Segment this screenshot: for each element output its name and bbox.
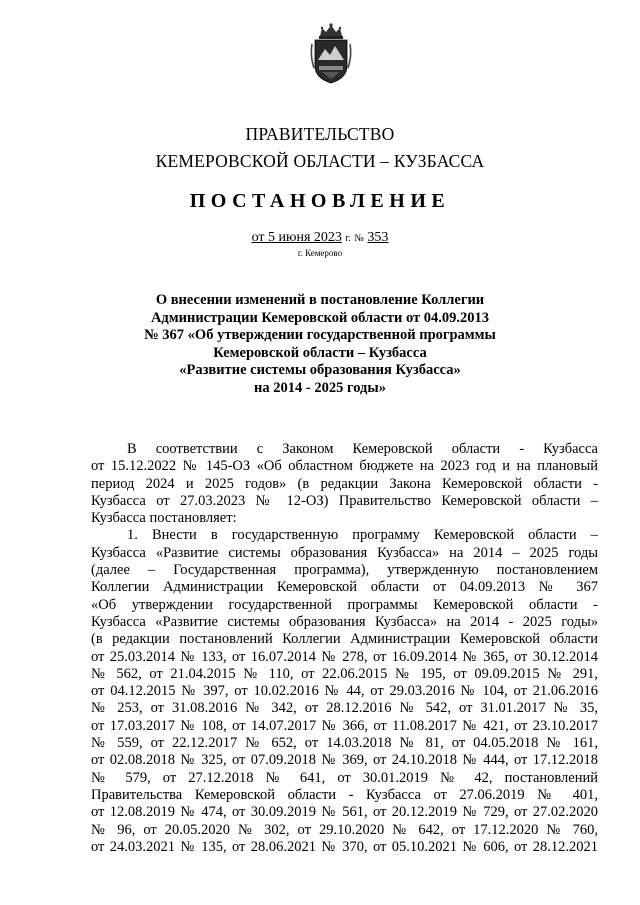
body-line: от 24.03.2021 № 135, от 28.06.2021 № 370, от 05.10.2021 № 606, от 28.12.2021 <box>91 838 598 855</box>
document-type-heading: ПОСТАНОВЛЕНИЕ <box>189 190 451 212</box>
title-line: № 367 «Об утверждении государственной программы <box>144 327 496 343</box>
body-line: от 02.08.2018 № 325, от 07.09.2018 № 369, от 24.10.2018 № 444, от 17.12.2018 <box>91 752 598 769</box>
body-line: № 253, от 31.08.2016 № 342, от 28.12.2016 № 542, от 31.01.2017 № 35, <box>91 700 598 717</box>
title-line: Администрации Кемеровской области от 04.09.2013 <box>150 309 490 326</box>
body-line: № 96, от 20.05.2020 № 302, от 29.10.2020 № 642, от 17.12.2020 № 760, <box>91 821 598 838</box>
decree-body <box>91 441 598 856</box>
decree-date <box>252 230 342 245</box>
body-line: (далее – Государственная программа), утвержденную постановлением <box>91 562 598 579</box>
date-number-line <box>0 230 640 246</box>
body-line: № 559, от 22.12.2017 № 652, от 14.03.2018 № 81, от 04.05.2018 № 161, <box>91 735 598 752</box>
government-name-line-1: ПРАВИТЕЛЬСТВО <box>245 124 395 144</box>
city-name: г. Кемерово <box>297 248 343 258</box>
body-line: от 12.08.2019 № 474, от 30.09.2019 № 561, от 20.12.2019 № 729, от 27.02.2020 <box>91 804 598 821</box>
title-line: «Развитие системы образования Кузбасса» <box>179 362 461 378</box>
body-line: Правительства Кемеровской области - Кузбасса от 27.06.2019 № 401, <box>91 786 598 803</box>
title-line: на 2014 - 2025 годы» <box>254 379 386 396</box>
body-line: от 17.03.2017 № 108, от 14.07.2017 № 366, от 11.08.2017 № 421, от 23.10.2017 <box>91 717 598 734</box>
body-line: Кузбасса от 27.03.2023 № 12-ОЗ) Правительство Кемеровской области – <box>91 492 598 509</box>
body-line: Коллегии Администрации Кемеровской области от 04.09.2013 № 367 <box>91 579 598 596</box>
body-line: Кузбасса «Развитие системы образования Кузбасса» на 2014 - 2025 годы» <box>91 613 598 630</box>
coat-of-arms-emblem <box>310 22 352 84</box>
body-line: № 562, от 21.04.2015 № 110, от 22.06.2015 № 195, от 09.09.2015 № 291, <box>91 665 598 682</box>
date-year-suffix: г. <box>345 233 351 244</box>
body-line: от 04.12.2015 № 397, от 10.02.2016 № 44, от 29.03.2016 № 104, от 21.06.2016 <box>91 683 598 700</box>
decree-title <box>120 292 520 397</box>
body-line: Кузбасса постановляет: <box>91 510 237 527</box>
body-line: «Об утверждении государственной программы Кемеровской области - <box>91 596 598 613</box>
body-line: Кузбасса «Развитие системы образования Кузбасса» на 2014 – 2025 годы <box>91 544 598 561</box>
body-line: от 25.03.2014 № 133, от 16.07.2014 № 278, от 16.09.2014 № 365, от 30.12.2014 <box>91 648 598 665</box>
date-value: 5 июня 2023 <box>268 230 342 245</box>
body-line: период 2024 и 2025 годов» (в редакции Закона Кемеровской области - <box>91 475 598 492</box>
title-line: О внесении изменений в постановление Коллегии <box>155 292 485 308</box>
body-line: от 15.12.2022 № 145-ОЗ «Об областном бюджете на 2023 год и на плановый <box>91 458 598 475</box>
body-line: № 579, от 27.12.2018 № 641, от 30.01.2019 № 42, постановлений <box>91 769 598 786</box>
body-line: (в редакции постановлений Коллегии Администрации Кемеровской области <box>91 631 598 648</box>
body-line: В соответствии с Законом Кемеровской области - Кузбасса <box>127 441 598 457</box>
number-sign: № <box>354 233 364 244</box>
decree-number: 353 <box>367 230 389 245</box>
date-prefix: от <box>251 230 265 245</box>
body-line: 1. Внести в государственную программу Кемеровской области – <box>127 527 598 544</box>
government-name-line-2: КЕМЕРОВСКОЙ ОБЛАСТИ – КУЗБАССА <box>155 151 485 171</box>
title-line: Кемеровской области – Кузбасса <box>213 344 427 361</box>
